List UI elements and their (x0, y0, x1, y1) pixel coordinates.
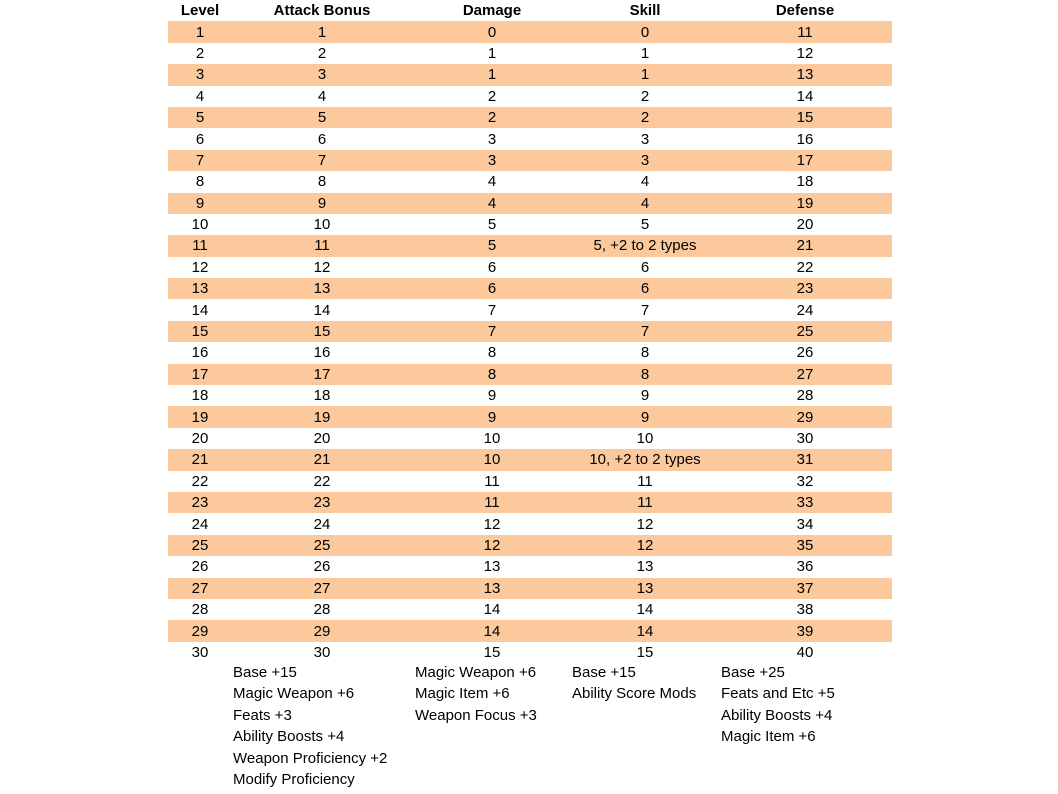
skill-cell: 13 (636, 558, 654, 576)
table-row (168, 235, 892, 256)
skill-cell: 14 (636, 622, 654, 640)
attack-bonus-cell: 27 (313, 579, 331, 597)
skill-cell: 4 (640, 173, 650, 191)
header-defense: Defense (775, 2, 835, 20)
defense-cell: 37 (796, 579, 814, 597)
attack-bonus-cell: 30 (313, 643, 331, 661)
table-header-row (168, 0, 892, 21)
level-cell: 29 (191, 622, 209, 640)
table-row (168, 492, 892, 513)
table-row (168, 342, 892, 363)
attack-note: Ability Boosts +4 (233, 728, 345, 746)
defense-note: Ability Boosts +4 (721, 706, 833, 724)
table-row (168, 64, 892, 85)
attack-bonus-cell: 29 (313, 622, 331, 640)
attack-bonus-cell: 1 (317, 23, 327, 41)
damage-cell: 1 (487, 66, 497, 84)
level-cell: 14 (191, 301, 209, 319)
level-cell: 6 (195, 130, 205, 148)
attack-bonus-cell: 3 (317, 66, 327, 84)
level-cell: 16 (191, 344, 209, 362)
attack-note: Feats +3 (233, 706, 292, 724)
attack-bonus-cell: 13 (313, 280, 331, 298)
damage-cell: 6 (487, 280, 497, 298)
skill-cell: 5 (640, 216, 650, 234)
attack-bonus-cell: 7 (317, 151, 327, 169)
attack-bonus-cell: 23 (313, 494, 331, 512)
defense-cell: 21 (796, 237, 814, 255)
damage-note: Magic Weapon +6 (415, 664, 537, 681)
level-cell: 1 (195, 23, 205, 41)
level-cell: 8 (195, 173, 205, 191)
defense-cell: 18 (796, 173, 814, 191)
skill-cell: 10, +2 to 2 types (589, 451, 701, 469)
header-skill: Skill (629, 2, 661, 20)
damage-cell: 10 (483, 430, 501, 447)
table-row (168, 107, 892, 128)
level-table (168, 0, 892, 663)
skill-cell: 11 (637, 472, 653, 490)
level-cell: 19 (191, 408, 209, 426)
level-cell: 15 (191, 323, 209, 341)
table-row (168, 86, 892, 107)
table-row (168, 599, 892, 620)
damage-note: Weapon Focus +3 (415, 706, 537, 724)
attack-bonus-cell: 16 (313, 344, 331, 362)
attack-note: Magic Weapon +6 (233, 685, 355, 703)
damage-cell: 11 (484, 494, 500, 512)
attack-bonus-cell: 4 (317, 87, 327, 105)
defense-cell: 39 (796, 622, 814, 640)
attack-notes (233, 662, 387, 790)
damage-cell: 8 (487, 365, 497, 383)
defense-cell: 35 (796, 536, 814, 554)
skill-cell: 12 (636, 536, 654, 554)
damage-note: Magic Item +6 (415, 685, 510, 703)
table-row (168, 428, 892, 449)
level-cell: 17 (191, 365, 209, 383)
skill-cell: 6 (640, 258, 650, 276)
skill-cell: 14 (636, 601, 654, 619)
header-damage: Damage (462, 2, 522, 20)
level-cell: 27 (191, 579, 209, 597)
attack-bonus-cell: 2 (317, 44, 327, 62)
damage-cell: 13 (483, 558, 501, 576)
table-body (168, 21, 892, 663)
level-cell: 25 (191, 536, 209, 554)
attack-bonus-cell: 25 (313, 536, 331, 554)
skill-cell: 8 (640, 344, 650, 362)
skill-cell: 15 (636, 643, 654, 661)
skill-cell: 8 (640, 365, 650, 383)
damage-cell: 8 (487, 344, 497, 362)
defense-cell: 14 (796, 87, 814, 105)
level-cell: 24 (191, 515, 209, 533)
level-cell: 26 (191, 558, 209, 576)
skill-cell: 7 (640, 301, 650, 319)
attack-bonus-cell: 22 (313, 472, 331, 490)
skill-cell: 6 (640, 280, 650, 298)
damage-cell: 13 (483, 579, 501, 597)
defense-cell: 31 (796, 451, 814, 469)
table-row (168, 171, 892, 192)
table-row (168, 257, 892, 278)
damage-cell: 9 (487, 408, 497, 426)
defense-cell: 33 (796, 494, 814, 512)
level-cell: 11 (192, 237, 208, 255)
level-cell: 18 (191, 387, 209, 405)
attack-note: Base +15 (233, 664, 297, 681)
table-row (168, 278, 892, 299)
defense-cell: 27 (796, 365, 814, 383)
defense-cell: 26 (796, 344, 814, 362)
damage-cell: 5 (487, 216, 497, 234)
attack-bonus-cell: 14 (313, 301, 331, 319)
attack-bonus-cell: 12 (313, 258, 331, 276)
skill-cell: 3 (640, 151, 650, 169)
damage-cell: 3 (487, 130, 497, 148)
damage-cell: 12 (483, 515, 501, 533)
damage-cell: 14 (483, 601, 501, 619)
damage-cell: 7 (487, 301, 497, 319)
header-level: Level (180, 2, 220, 20)
attack-bonus-cell: 19 (313, 408, 331, 426)
damage-cell: 7 (487, 323, 497, 341)
defense-cell: 32 (796, 472, 814, 490)
attack-bonus-cell: 9 (317, 194, 327, 212)
damage-cell: 6 (487, 258, 497, 276)
level-cell: 9 (195, 194, 205, 212)
level-cell: 13 (191, 280, 209, 298)
level-cell: 21 (191, 451, 209, 469)
skill-cell: 0 (640, 23, 650, 41)
attack-note: Weapon Proficiency +2 (233, 749, 388, 767)
defense-cell: 22 (796, 258, 814, 276)
damage-cell: 2 (487, 109, 497, 127)
table-row (168, 193, 892, 214)
damage-cell: 3 (487, 151, 497, 169)
defense-cell: 17 (796, 151, 814, 169)
attack-bonus-cell: 18 (313, 387, 331, 405)
skill-cell: 9 (640, 387, 650, 405)
skill-cell: 1 (640, 44, 650, 62)
level-cell: 3 (195, 66, 205, 84)
attack-bonus-cell: 21 (313, 451, 331, 469)
defense-notes (721, 662, 835, 748)
level-cell: 10 (191, 216, 209, 234)
defense-cell: 20 (796, 216, 814, 234)
defense-cell: 16 (796, 130, 814, 148)
table-row (168, 364, 892, 385)
table-row (168, 449, 892, 470)
defense-cell: 40 (796, 643, 814, 661)
defense-cell: 19 (796, 194, 814, 212)
skill-cell: 12 (636, 515, 654, 533)
damage-cell: 9 (487, 387, 497, 405)
level-cell: 28 (191, 601, 209, 619)
table-row (168, 299, 892, 320)
level-cell: 12 (191, 258, 209, 276)
attack-bonus-cell: 17 (313, 365, 331, 383)
skill-cell: 1 (640, 66, 650, 84)
defense-cell: 38 (796, 601, 814, 619)
level-cell: 2 (195, 44, 205, 62)
skill-cell: 2 (640, 109, 650, 127)
skill-cell: 10 (636, 430, 654, 447)
defense-cell: 15 (796, 109, 814, 127)
level-cell: 22 (191, 472, 209, 490)
attack-bonus-cell: 10 (313, 216, 331, 234)
level-cell: 4 (195, 87, 205, 105)
table-row (168, 406, 892, 427)
skill-note: Ability Score Mods (572, 685, 697, 703)
table-row (168, 21, 892, 42)
table-row (168, 385, 892, 406)
attack-note: Modify Proficiency (233, 771, 355, 789)
defense-cell: 24 (796, 301, 814, 319)
defense-note: Feats and Etc +5 (721, 685, 835, 703)
table-row (168, 150, 892, 171)
attack-bonus-cell: 15 (313, 323, 331, 341)
table-row (168, 321, 892, 342)
damage-cell: 12 (483, 536, 501, 554)
skill-cell: 5, +2 to 2 types (593, 237, 697, 255)
skill-note: Base +15 (572, 664, 636, 681)
level-cell: 30 (191, 643, 209, 661)
defense-cell: 25 (796, 323, 814, 341)
defense-cell: 36 (796, 558, 814, 576)
defense-note: Base +25 (721, 664, 785, 681)
level-cell: 20 (191, 430, 209, 447)
table-row (168, 556, 892, 577)
damage-cell: 11 (484, 472, 500, 490)
skill-cell: 3 (640, 130, 650, 148)
table-row (168, 471, 892, 492)
table-row (168, 620, 892, 641)
defense-cell: 12 (796, 44, 814, 62)
table-row (168, 578, 892, 599)
damage-cell: 14 (483, 622, 501, 640)
damage-notes (415, 662, 537, 726)
damage-cell: 0 (487, 23, 497, 41)
skill-cell: 11 (637, 494, 653, 512)
table-row (168, 642, 892, 663)
damage-cell: 10 (483, 451, 501, 469)
defense-note: Magic Item +6 (721, 728, 816, 746)
attack-bonus-cell: 5 (317, 109, 327, 127)
damage-cell: 15 (483, 643, 501, 661)
defense-cell: 23 (796, 280, 814, 298)
skill-cell: 13 (636, 579, 654, 597)
damage-cell: 1 (487, 44, 497, 62)
level-cell: 5 (195, 109, 205, 127)
attack-bonus-cell: 8 (317, 173, 327, 191)
attack-bonus-cell: 20 (313, 430, 331, 447)
attack-bonus-cell: 24 (313, 515, 331, 533)
skill-cell: 7 (640, 323, 650, 341)
header-attack-bonus: Attack Bonus (273, 2, 371, 20)
table-row (168, 513, 892, 534)
table-row (168, 214, 892, 235)
attack-bonus-cell: 6 (317, 130, 327, 148)
attack-bonus-cell: 11 (314, 237, 330, 255)
skill-notes (572, 662, 696, 705)
skill-cell: 9 (640, 408, 650, 426)
defense-cell: 28 (796, 387, 814, 405)
defense-cell: 29 (796, 408, 814, 426)
table-row (168, 128, 892, 149)
damage-cell: 4 (487, 173, 497, 191)
skill-cell: 2 (640, 87, 650, 105)
attack-bonus-cell: 28 (313, 601, 331, 619)
damage-cell: 4 (487, 194, 497, 212)
table-row (168, 535, 892, 556)
attack-bonus-cell: 26 (313, 558, 331, 576)
defense-cell: 34 (796, 515, 814, 533)
damage-cell: 5 (487, 237, 497, 255)
skill-cell: 4 (640, 194, 650, 212)
defense-cell: 11 (797, 23, 813, 41)
damage-cell: 2 (487, 87, 497, 105)
defense-cell: 30 (796, 430, 814, 447)
level-cell: 7 (195, 151, 205, 169)
level-cell: 23 (191, 494, 209, 512)
table-row (168, 43, 892, 64)
defense-cell: 13 (796, 66, 814, 84)
